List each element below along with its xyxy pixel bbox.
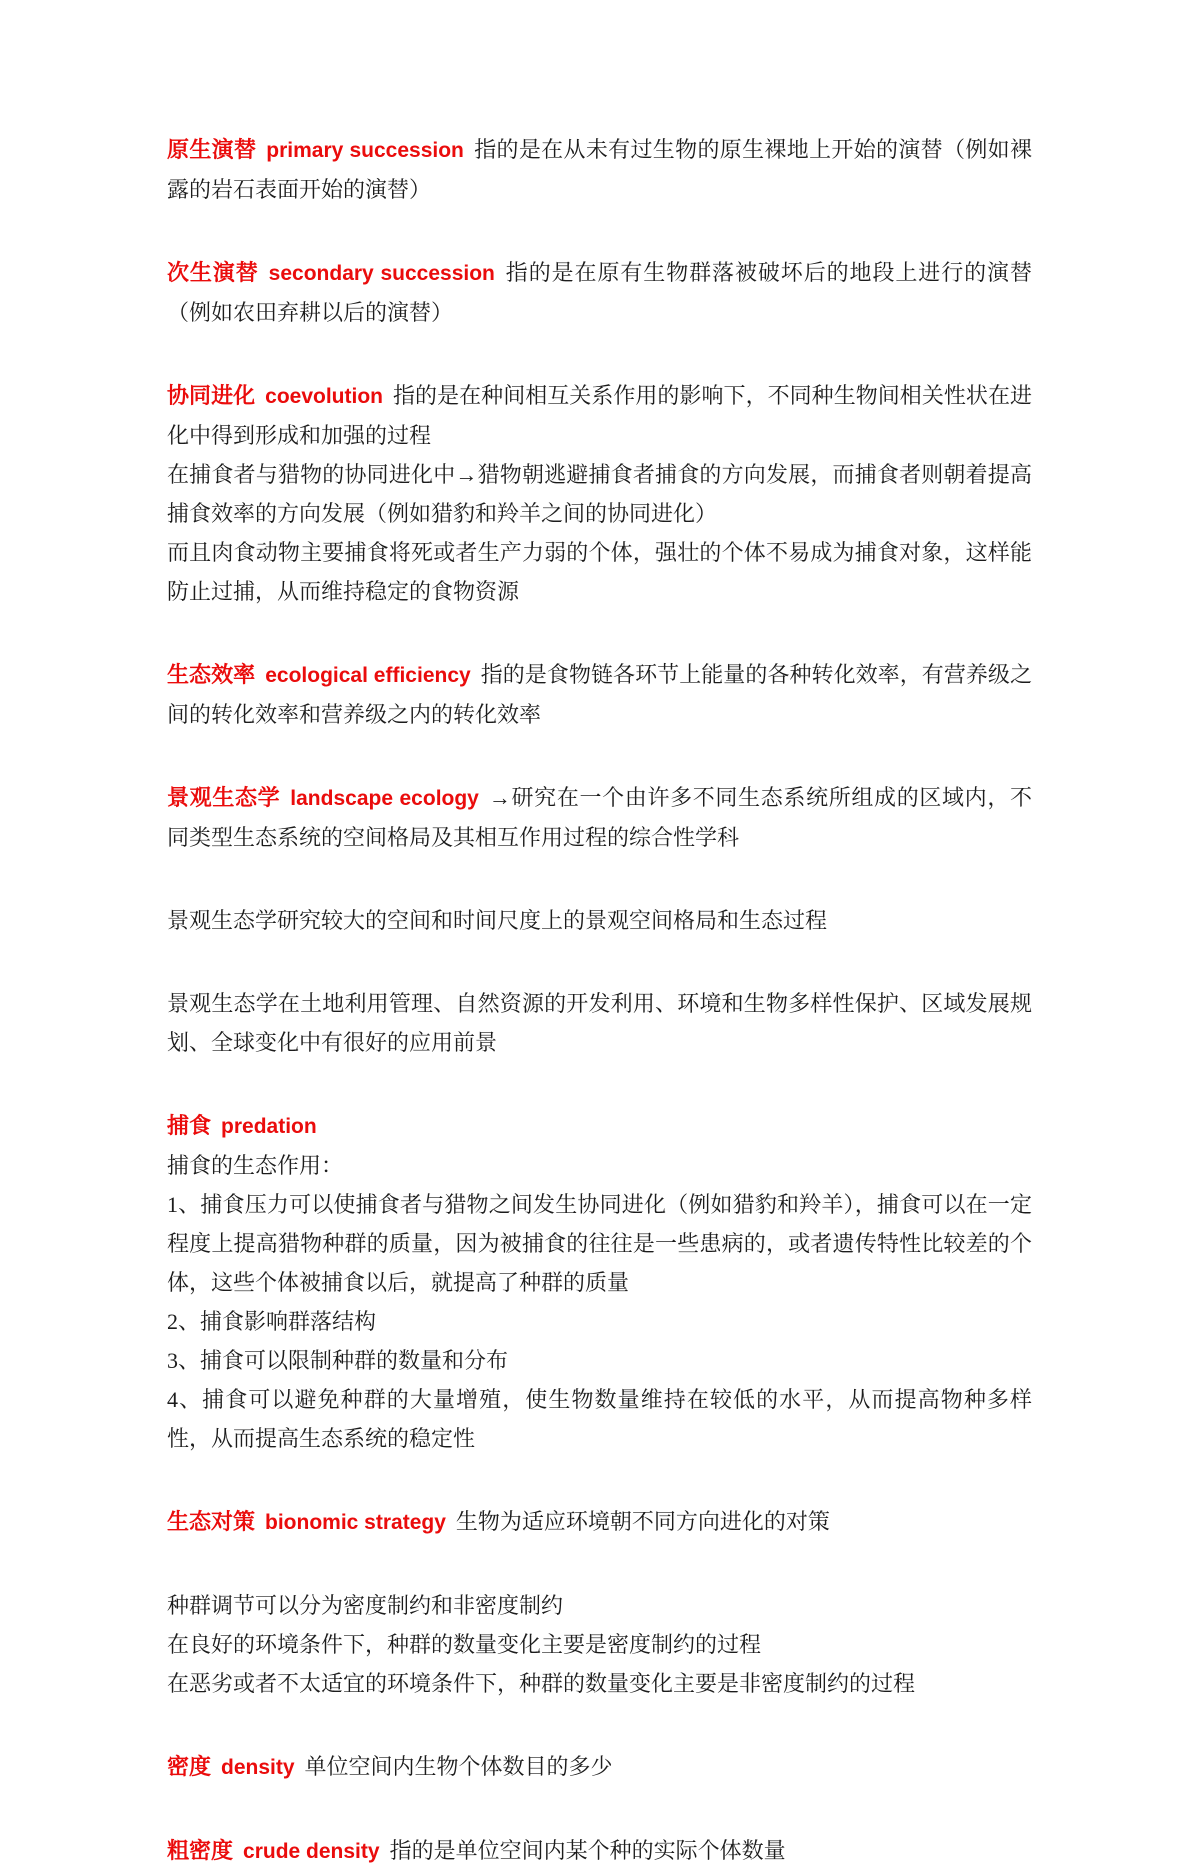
entry-line: 捕食的生态作用： [167,1153,344,1178]
entry-line: 3、捕食可以限制种群的数量和分布 [167,1348,509,1373]
term-english: secondary succession [268,262,495,285]
entry-line: 在捕食者与猎物的协同进化中→猎物朝逃避捕食者捕食的方向发展，而捕食者则朝着提高捕食效率的方向发展（例如猎豹和羚羊之间的协同进化） [167,462,1032,526]
term-english: landscape ecology [290,787,479,810]
entry-line: 在恶劣或者不太适宜的环境条件下，种群的数量变化主要是非密度制约的过程 [167,1671,916,1696]
term-chinese: 粗密度 [167,1838,234,1863]
term-definition: 单位空间内生物个体数目的多少 [304,1754,613,1779]
term-english: coevolution [265,385,383,408]
term-definition: 指的是食物链各环节上能量的各种转化效率，有营养级之间的转化效率和营养级之内的转化效率 [167,662,1032,727]
term-definition: 指的是在种间相互关系作用的影响下，不同种生物间相关性状在进化中得到形成和加强的过程 [167,383,1032,448]
term-chinese: 生态对策 [167,1509,256,1534]
entry-line: 景观生态学研究较大的空间和时间尺度上的景观空间格局和生态过程 [167,908,828,933]
entry-line: 2、捕食影响群落结构 [167,1309,377,1334]
term-english: crude density [243,1840,380,1863]
term-definition: 指的是在原有生物群落被破坏后的地段上进行的演替（例如农田弃耕以后的演替） [167,260,1032,325]
entry-line: 景观生态学在土地利用管理、自然资源的开发利用、环境和生物多样性保护、区域发展规划、全球变化中有很好的应用前景 [167,991,1032,1055]
entry-landscape-ecology [167,778,1032,857]
term-definition: 指的是单位空间内某个种的实际个体数量 [389,1838,786,1863]
entry-paragraph [167,1831,1032,1871]
term-definition: 生物为适应环境朝不同方向进化的对策 [455,1509,830,1534]
term-english: primary succession [266,139,464,162]
term-chinese: 次生演替 [167,260,259,285]
entry-density [167,1747,1032,1787]
entry-crude-density [167,1831,1032,1871]
entry-coevolution [167,376,1032,611]
term-definition: →研究在一个由许多不同生态系统所组成的区域内，不同类型生态系统的空间格局及其相互作用过程的综合性学科 [167,785,1032,850]
entry-primary-succession [167,130,1032,209]
term-english: density [221,1756,295,1779]
term-chinese: 景观生态学 [167,785,281,810]
entry-ecological-efficiency [167,655,1032,734]
entry-line: 而且肉食动物主要捕食将死或者生产力弱的个体，强壮的个体不易成为捕食对象，这样能防止过捕，从而维持稳定的食物资源 [167,540,1032,604]
paragraph-population-regulation [167,1586,1032,1703]
term-chinese: 协同进化 [167,383,256,408]
entry-paragraph [167,1747,1032,1787]
entry-paragraph [167,1502,1032,1542]
entry-line: 4、捕食可以避免种群的大量增殖，使生物数量维持在较低的水平，从而提高物种多样性，从而提高生态系统的稳定性 [167,1387,1032,1451]
entry-line: 种群调节可以分为密度制约和非密度制约 [167,1593,564,1618]
entry-paragraph [167,253,1032,332]
term-english: predation [221,1115,317,1138]
paragraph-landscape-ecology-scale [167,901,1032,940]
entry-bionomic-strategy [167,1502,1032,1542]
term-chinese: 原生演替 [167,137,257,162]
term-definition: 指的是在从未有过生物的原生裸地上开始的演替（例如裸露的岩石表面开始的演替） [167,137,1032,202]
term-english: ecological efficiency [265,664,471,687]
entry-paragraph [167,778,1032,857]
entry-line: 在良好的环境条件下，种群的数量变化主要是密度制约的过程 [167,1632,762,1657]
entry-paragraph [167,1106,1032,1146]
entry-paragraph [167,655,1032,734]
entry-line: 1、捕食压力可以使捕食者与猎物之间发生协同进化（例如猎豹和羚羊），捕食可以在一定程度上提高猎物种群的质量，因为被捕食的往往是一些患病的，或者遗传特性比较差的个体，这些个体被捕食以后，就提高了种群的质量 [167,1192,1032,1295]
entry-secondary-succession [167,253,1032,332]
entry-predation [167,1106,1032,1458]
term-english: bionomic strategy [265,1511,446,1534]
entry-paragraph [167,130,1032,209]
paragraph-landscape-ecology-applications [167,984,1032,1062]
term-chinese: 捕食 [167,1113,212,1138]
entry-paragraph [167,376,1032,455]
term-chinese: 密度 [167,1754,212,1779]
term-chinese: 生态效率 [167,662,256,687]
